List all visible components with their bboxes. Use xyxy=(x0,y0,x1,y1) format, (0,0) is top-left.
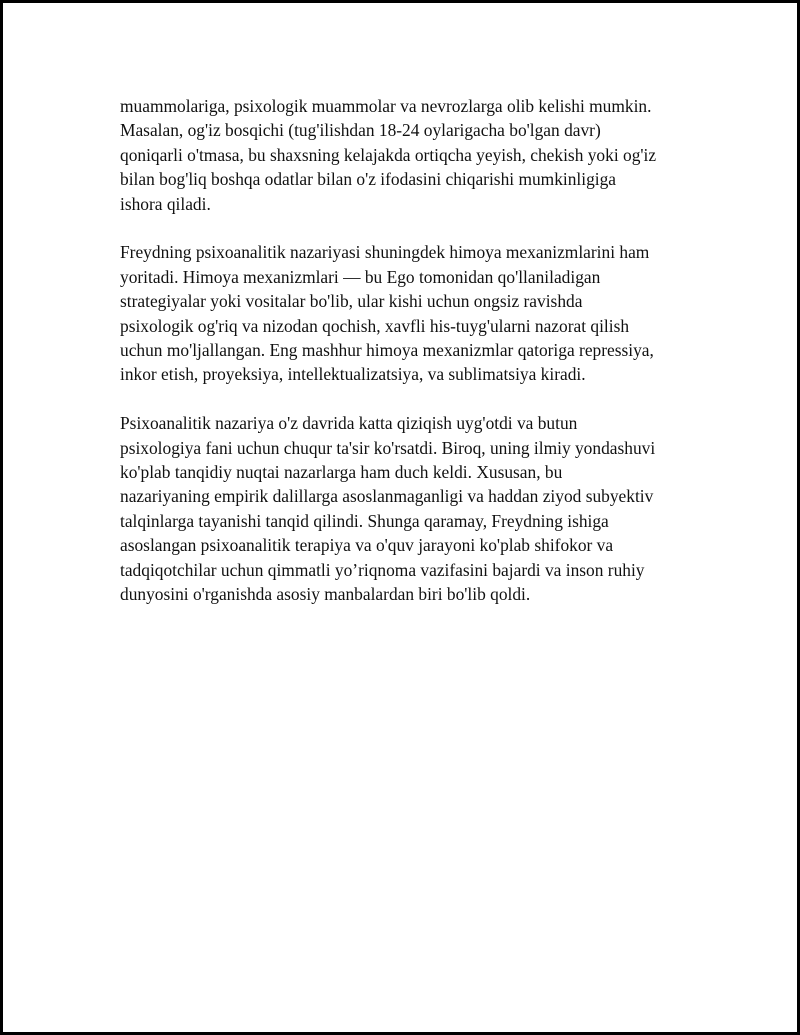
text-line: qoniqarli o'tmasa, bu shaxsning kelajakda ortiqcha yeyish, chekish yoki og'iz xyxy=(120,144,657,165)
text-line: Masalan, og'iz bosqichi (tug'ilishdan 18-24 oylarigacha bo'lgan davr) xyxy=(120,120,601,141)
text-line: ishora qiladi. xyxy=(120,193,211,214)
text-line: Psixoanalitik nazariya o'z davrida katta qiziqish uyg'otdi va butun xyxy=(120,413,578,434)
text-line: inkor etish, proyeksiya, intellektualizatsiya, va sublimatsiya kiradi. xyxy=(120,364,586,385)
text-line: Freydning psixoanalitik nazariyasi shuningdek himoya mexanizmlarini ham xyxy=(120,242,650,263)
text-line: psixologik og'riq va nizodan qochish, xavfli his-tuyg'ularni nazorat qilish xyxy=(120,315,630,336)
text-line: muammolariga, psixologik muammolar va nevrozlarga olib kelishi mumkin. xyxy=(120,96,652,116)
text-line: strategiyalar yoki vositalar bo'lib, ular kishi uchun ongsiz ravishda xyxy=(120,291,583,312)
paragraph xyxy=(120,240,700,386)
text-line: nazariyaning empirik dalillarga asoslanmaganligi va haddan ziyod subyektiv xyxy=(120,486,654,507)
text-line: asoslangan psixoanalitik terapiya va o'quv jarayoni ko'plab shifokor va xyxy=(120,535,614,556)
paragraph xyxy=(120,411,700,606)
text-line: uchun mo'ljallangan. Eng mashhur himoya mexanizmlar qatoriga repressiya, xyxy=(120,340,654,361)
text-line: tadqiqotchilar uchun qimmatli yo’riqnoma vazifasini bajardi va inson ruhiy xyxy=(120,559,645,580)
text-line: talqinlarga tayanishi tanqid qilindi. Shunga qaramay, Freydning ishiga xyxy=(120,510,609,531)
text-line: bilan bog'liq boshqa odatlar bilan o'z ifodasini chiqarishi mumkinligiga xyxy=(120,169,617,190)
text-line: psixologiya fani uchun chuqur ta'sir ko'rsatdi. Biroq, uning ilmiy yondashuvi xyxy=(120,437,656,458)
text-line: dunyosini o'rganishda asosiy manbalardan biri bo'lib qoldi. xyxy=(120,584,531,605)
document-body xyxy=(120,94,700,631)
text-line: ko'plab tanqidiy nuqtai nazarlarga ham duch keldi. Xususan, bu xyxy=(120,462,563,483)
paragraph xyxy=(120,94,700,216)
text-line: yoritadi. Himoya mexanizmlari — bu Ego tomonidan qo'llaniladigan xyxy=(120,266,601,287)
